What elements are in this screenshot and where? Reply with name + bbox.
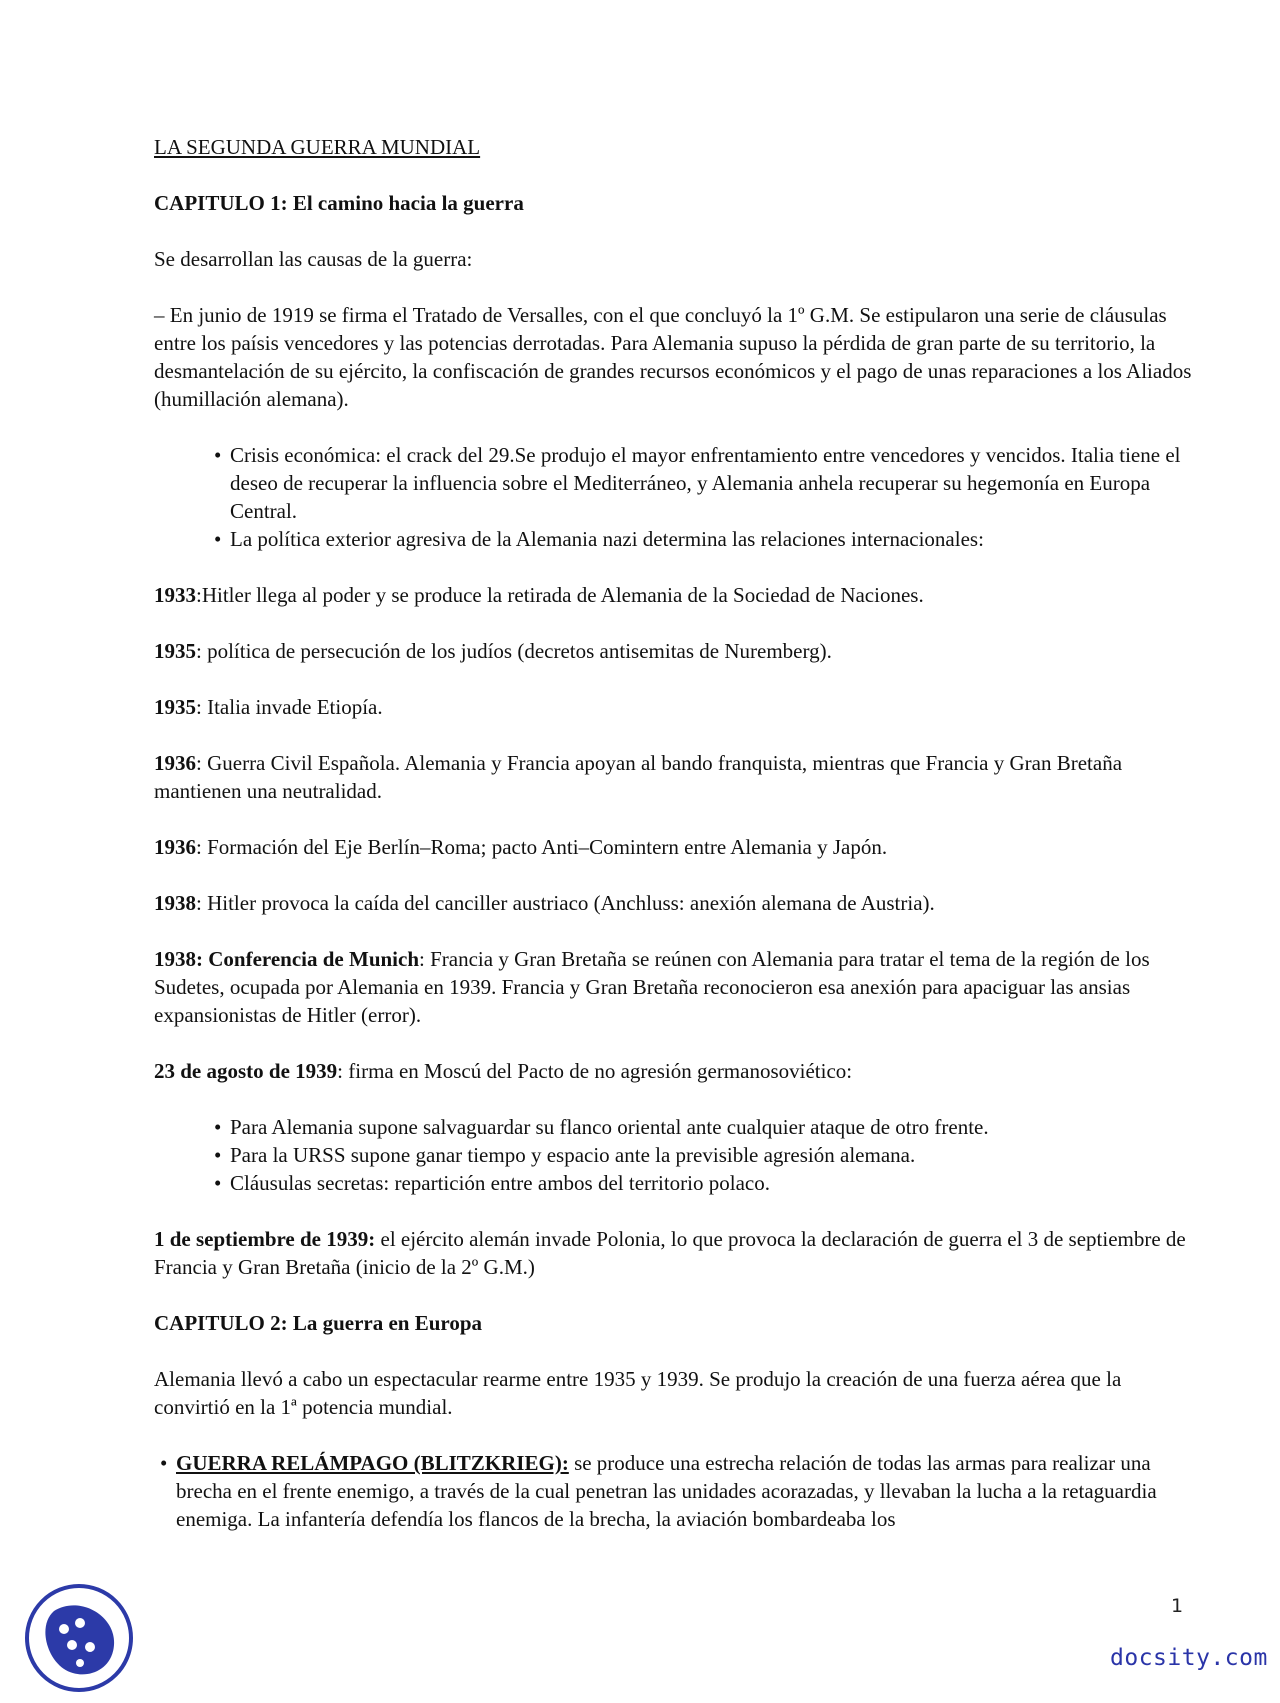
event-1936-b: 1936: Formación del Eje Berlín–Roma; pacto Anti–Comintern entre Alemania y Japón. bbox=[154, 835, 888, 859]
list-item: • Para Alemania supone salvaguardar su flanco oriental ante cualquier ataque de otro frente. bbox=[154, 1113, 1194, 1141]
rearmament-paragraph: Alemania llevó a cabo un espectacular rearme entre 1935 y 1939. Se produjo la creación de una fuerza aérea que la convirtió en la 1ª potencia mundial. bbox=[154, 1367, 1122, 1419]
versailles-paragraph: – En junio de 1919 se firma el Tratado de Versalles, con el que concluyó la 1º G.M. Se estipularon una serie de cláusulas entre los paísis vencedores y las potencias derrotadas. Para Alemania supuso la pérdida de gran parte de su territorio, la desmantelación de su ejército, la confiscación de grandes recursos económicos y el pago de unas reparaciones a los Aliados (humillación alemana). bbox=[154, 303, 1192, 411]
event-1935-a: 1935: política de persecución de los judíos (decretos antisemitas de Nuremberg). bbox=[154, 639, 832, 663]
document-title: LA SEGUNDA GUERRA MUNDIAL bbox=[154, 135, 481, 159]
event-1938-a: 1938: Hitler provoca la caída del canciller austriaco (Anchluss: anexión alemana de Austria). bbox=[154, 891, 935, 915]
event-1935-b: 1935: Italia invade Etiopía. bbox=[154, 695, 383, 719]
page-number: 1 bbox=[1171, 1595, 1184, 1617]
chapter-2-heading: CAPITULO 2: La guerra en Europa bbox=[154, 1311, 483, 1335]
event-1933: 1933:Hitler llega al poder y se produce la retirada de Alemania de la Sociedad de Naciones. bbox=[154, 583, 924, 607]
blitzkrieg-label: GUERRA RELÁMPAGO (BLITZKRIEG): bbox=[176, 1451, 569, 1475]
intro-text: Se desarrollan las causas de la guerra: bbox=[154, 247, 473, 271]
brand-link[interactable]: docsity.com bbox=[1110, 1645, 1268, 1671]
list-item: • Para la URSS supone ganar tiempo y espacio ante la previsible agresión alemana. bbox=[154, 1141, 1194, 1169]
event-1936-a: 1936: Guerra Civil Española. Alemania y Francia apoyan al bando franquista, mientras que Francia y Gran Bretaña mantienen una neutralidad. bbox=[154, 751, 1123, 803]
causes-list bbox=[154, 441, 1194, 553]
list-item: • Cláusulas secretas: repartición entre ambos del territorio polaco. bbox=[154, 1169, 1194, 1197]
event-1938-munich: 1938: Conferencia de Munich: Francia y Gran Bretaña se reúnen con Alemania para tratar el tema de la región de los Sudetes, ocupada por Alemania en 1939. Francia y Gran Bretaña reconocieron esa anexión para apaciguar las ansias expansionistas de Hitler (error). bbox=[154, 947, 1150, 1027]
event-1939-pact: 23 de agosto de 1939: firma en Moscú del Pacto de no agresión germanosoviético: bbox=[154, 1059, 853, 1083]
docsity-logo-icon[interactable] bbox=[24, 1583, 134, 1693]
chapter-1-heading: CAPITULO 1: El camino hacia la guerra bbox=[154, 191, 524, 215]
pact-list bbox=[154, 1113, 1194, 1197]
list-item: • La política exterior agresiva de la Alemania nazi determina las relaciones internacionales: bbox=[154, 525, 1194, 553]
document-page bbox=[154, 133, 1194, 1561]
event-1939-september: 1 de septiembre de 1939: el ejército alemán invade Polonia, lo que provoca la declaración de guerra el 3 de septiembre de Francia y Gran Bretaña (inicio de la 2º G.M.) bbox=[154, 1227, 1186, 1279]
list-item: • Crisis económica: el crack del 29.Se produjo el mayor enfrentamiento entre vencedores y vencidos. Italia tiene el deseo de recuperar la influencia sobre el Mediterráneo, y Alemania anhela recuperar su hegemonía en Europa Central. bbox=[154, 441, 1194, 525]
list-item: • GUERRA RELÁMPAGO (BLITZKRIEG): se produce una estrecha relación de todas las armas para realizar una brecha en el frente enemigo, a través de la cual penetran las unidades acorazadas, y llevaban la lucha a la retaguardia enemiga. La infantería defendía los flancos de la brecha, la aviación bombardeaba los bbox=[154, 1449, 1194, 1533]
blitzkrieg-list bbox=[154, 1449, 1194, 1533]
